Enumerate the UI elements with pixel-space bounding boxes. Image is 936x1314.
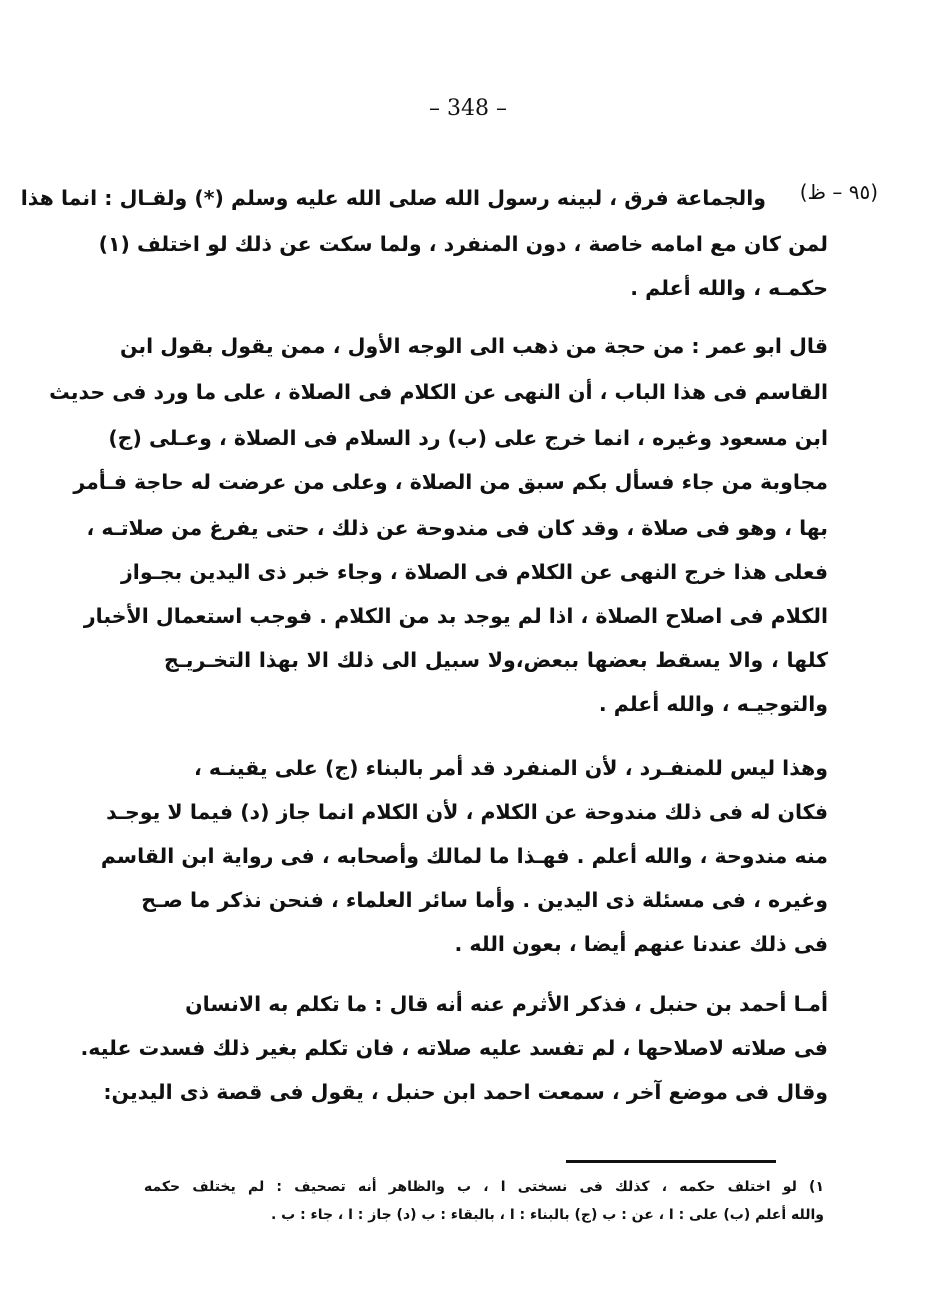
text-line: والجماعة فرق ، لبينه رسول الله صلى الله عليه وسلم (*) ولقـال : انما هذا	[20, 186, 766, 210]
text-line: الكلام فى اصلاح الصلاة ، اذا لم يوجد بد من الكلام . فوجب استعمال الأخبار	[83, 604, 828, 628]
text-line: قال ابو عمر : من حجة من ذهب الى الوجه الأول ، ممن يقول بقول ابن	[119, 334, 828, 358]
text-line: بها ، وهو فى صلاة ، وقد كان فى مندوحة عن ذلك ، حتى يفرغ من صلاتـه ،	[86, 516, 828, 540]
footnote-line: ١) لو اختلف حكمه ، كذلك فى نسختى ا ، ب والظاهر أنه تصحيف : لم يختلف حكمه	[144, 1179, 824, 1195]
footnote-line: والله أعلم (ب) على : ا ، عن : ب (ج) بالبناء : ا ، بالبقاء : ب (د) جاز : ا ، جاء : ب .	[270, 1207, 824, 1223]
text-line: وقال فى موضع آخر ، سمعت احمد ابن حنبل ، يقول فى قصة ذى اليدين:	[103, 1080, 828, 1104]
text-line: والتوجيـه ، والله أعلم .	[598, 692, 828, 716]
text-line: ابن مسعود وغيره ، انما خرج على (ب) رد السلام فى الصلاة ، وعـلى (ج)	[108, 426, 828, 450]
text-line: فكان له فى ذلك مندوحة عن الكلام ، لأن الكلام انما جاز (د) فيما لا يوجـد	[106, 800, 828, 824]
text-line: وغيره ، فى مسئلة ذى اليدين . وأما سائر العلماء ، فنحن نذكر ما صـح	[141, 888, 828, 912]
text-line: لمن كان مع امامه خاصة ، دون المنفرد ، ولما سكت عن ذلك لو اختلف (١)	[98, 232, 828, 256]
text-line: فى صلاته لاصلاحها ، لم تفسد عليه صلاته ، فان تكلم بغير ذلك فسدت عليه.	[80, 1036, 828, 1060]
text-line: القاسم فى هذا الباب ، أن النهى عن الكلام فى الصلاة ، على ما ورد فى حديث	[49, 380, 828, 404]
text-line: وهذا ليس للمنفـرد ، لأن المنفرد قد أمر بالبناء (ج) على يقينـه ،	[194, 756, 828, 780]
text-line: فى ذلك عندنا عنهم أيضا ، بعون الله .	[454, 932, 828, 956]
text-line: فعلى هذا خرج النهى عن الكلام فى الصلاة ، وجاء خبر ذى اليدين بجـواز	[121, 560, 828, 584]
page-number: – 348 –	[429, 96, 507, 121]
text-line: أمـا أحمد بن حنبل ، فذكر الأثرم عنه أنه قال : ما تكلم به الانسان	[185, 992, 828, 1016]
text-line: مجاوبة من جاء فسأل بكم سبق من الصلاة ، وعلى من عرضت له حاجة فـأمر	[73, 470, 828, 494]
text-line: حكمـه ، والله أعلم .	[630, 276, 828, 300]
margin-note: (٩٥ – ظ)	[799, 180, 878, 204]
footnote-divider	[566, 1160, 776, 1163]
text-line: منه مندوحة ، والله أعلم . فهـذا ما لمالك وأصحابه ، فى رواية ابن القاسم	[100, 844, 828, 868]
text-line: كلها ، والا يسقط بعضها ببعض،ولا سبيل الى ذلك الا بهذا التخـريـج	[164, 648, 828, 672]
